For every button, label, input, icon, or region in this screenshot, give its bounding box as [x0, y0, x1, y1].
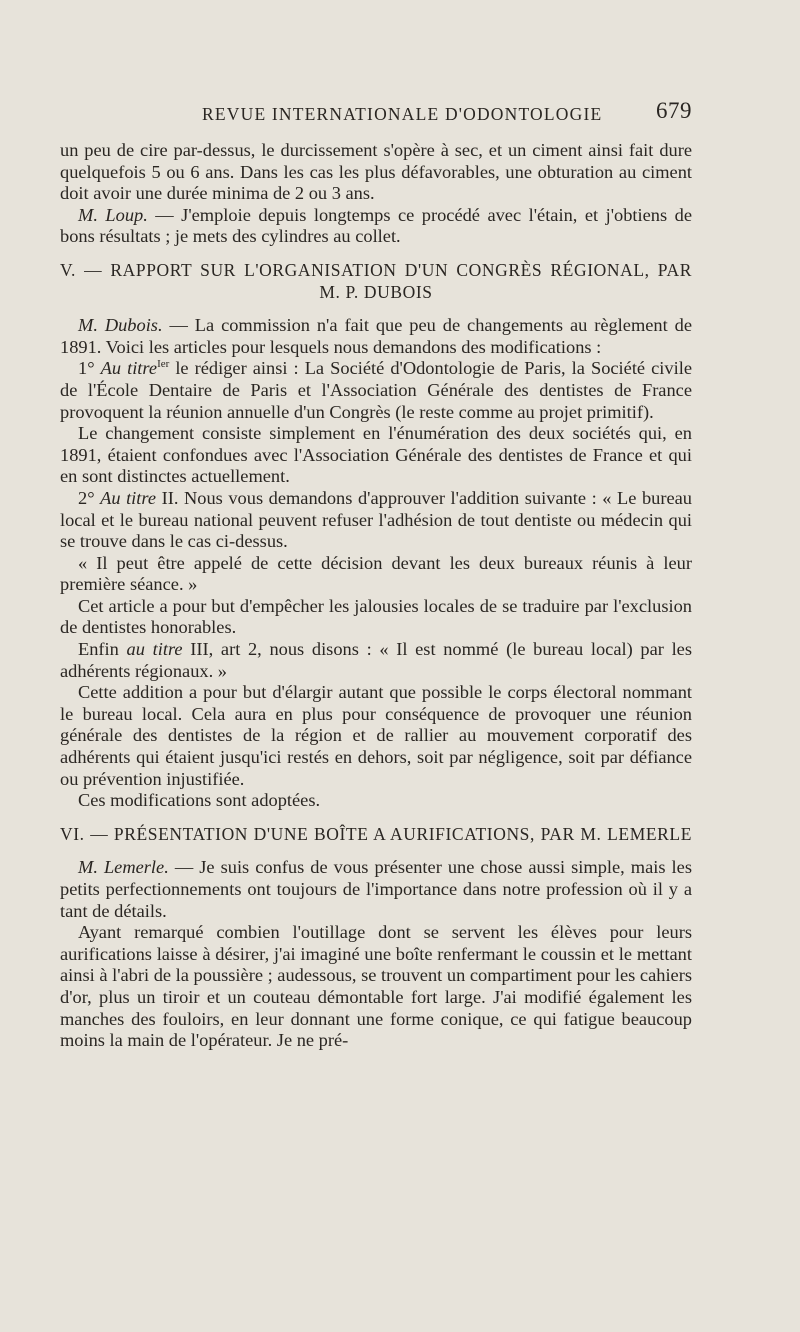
- paragraph-text: III, art 2, nous disons : « Il est nommé (le bureau local) par les adhérents régionaux. »: [60, 639, 692, 681]
- paragraph-text: II. Nous vous demandons d'approuver l'addition suivante : « Le bureau local et le bureau national peuvent refuser l'adhésion de tout dentiste ou médecin qui se trouve dans le cas ci-dessus.: [60, 487, 692, 552]
- paragraph: Ces modifications sont adoptées.: [78, 790, 321, 811]
- paragraph-text: le rédiger ainsi : La Société d'Odontologie de Paris, la Société civile de l'École Dentaire de Paris et l'Association Générale des dentistes de France provoquent la réunion annuelle d'un Congrès (le reste comme au projet primitif).: [60, 358, 692, 422]
- paragraph: Le changement consiste simplement en l'énumération des deux sociétés qui, en 1891, étaient confondues avec l'Association Générale des dentistes de France et qui en sont distinctes actuellement.: [60, 423, 692, 487]
- title-reference: au titre: [126, 639, 183, 660]
- speaker-name: M. Loup.: [78, 204, 148, 225]
- paragraph-text: — Je suis confus de vous présenter une chose aussi simple, mais les petits perfectionnements ont toujours de l'importance dans notre profession où il y a tant de détails.: [60, 857, 692, 921]
- paragraph: Cet article a pour but d'empêcher les jalousies locales de se traduire par l'exclusion de dentistes honorables.: [60, 595, 692, 638]
- paragraph: un peu de cire par-dessus, le durcissement s'opère à sec, et un ciment ainsi fait dure quelquefois 5 ou 6 ans. Dans les cas les plus défavorables, une obturation au ciment doit avoir une durée minima de 2 ou 3 ans.: [60, 140, 692, 204]
- superscript: Ier: [157, 358, 170, 371]
- paragraph: [60, 315, 692, 358]
- section-heading: [60, 824, 692, 846]
- section-heading-line: VI. — PRÉSENTATION D'UNE BOÎTE A AURIFICATIONS, PAR M. LEMERLE: [60, 823, 692, 844]
- page-header: [60, 96, 692, 126]
- section-heading-line: V. — RAPPORT SUR L'ORGANISATION D'UN CONGRÈS RÉGIONAL, PAR: [60, 259, 692, 280]
- list-number: 1°: [78, 358, 101, 379]
- running-head: REVUE INTERNATIONALE D'ODONTOLOGIE: [202, 104, 603, 124]
- paragraph-text: — La commission n'a fait que peu de changements au règlement de 1891. Voici les articles pour lesquels nous demandons des modifications :: [60, 315, 692, 357]
- paragraph: Ayant remarqué combien l'outillage dont se servent les élèves pour leurs aurifications laisse à désirer, j'ai imaginé une boîte renfermant le coussin et le mettant ainsi à l'abri de la poussière ; audessous, se trouvent un compartiment pour les cahiers d'or, plus un tiroir et un couteau démontable fort large. J'ai modifié également les manches des fouloirs, en leur donnant une forme conique, ce qui fatigue beaucoup moins la main de l'opérateur. Je ne pré-: [60, 922, 692, 1051]
- list-number: 2°: [78, 487, 101, 508]
- title-reference: Au titre: [100, 358, 158, 379]
- paragraph: [60, 358, 692, 423]
- body-text: [60, 140, 692, 1052]
- section-heading-line: M. P. DUBOIS: [319, 281, 433, 302]
- paragraph: [60, 488, 692, 553]
- section-heading: [60, 260, 692, 303]
- paragraph: [60, 205, 692, 248]
- title-reference: Au titre: [100, 487, 157, 508]
- paragraph-text: Enfin: [78, 639, 127, 660]
- speaker-name: M. Dubois.: [78, 315, 163, 336]
- paragraph: [60, 857, 692, 922]
- paragraph-text: — J'emploie depuis longtemps ce procédé avec l'étain, et j'obtiens de bons résultats ; je mets des cylindres au collet.: [60, 204, 692, 247]
- paragraph: Cette addition a pour but d'élargir autant que possible le corps électoral nommant le bureau local. Cela aura en plus pour conséquence de provoquer une réunion générale des dentistes de la région et de rallier au mouvement corporatif des adhérents qui étaient jusqu'ici restés en dehors, soit par négligence, soit par défiance ou prévention injustifiée.: [60, 682, 692, 789]
- speaker-name: M. Lemerle.: [78, 857, 169, 878]
- page-number: 679: [656, 98, 692, 123]
- paragraph: « Il peut être appelé de cette décision devant les deux bureaux réunis à leur première séance. »: [60, 552, 692, 595]
- paragraph: [60, 639, 692, 682]
